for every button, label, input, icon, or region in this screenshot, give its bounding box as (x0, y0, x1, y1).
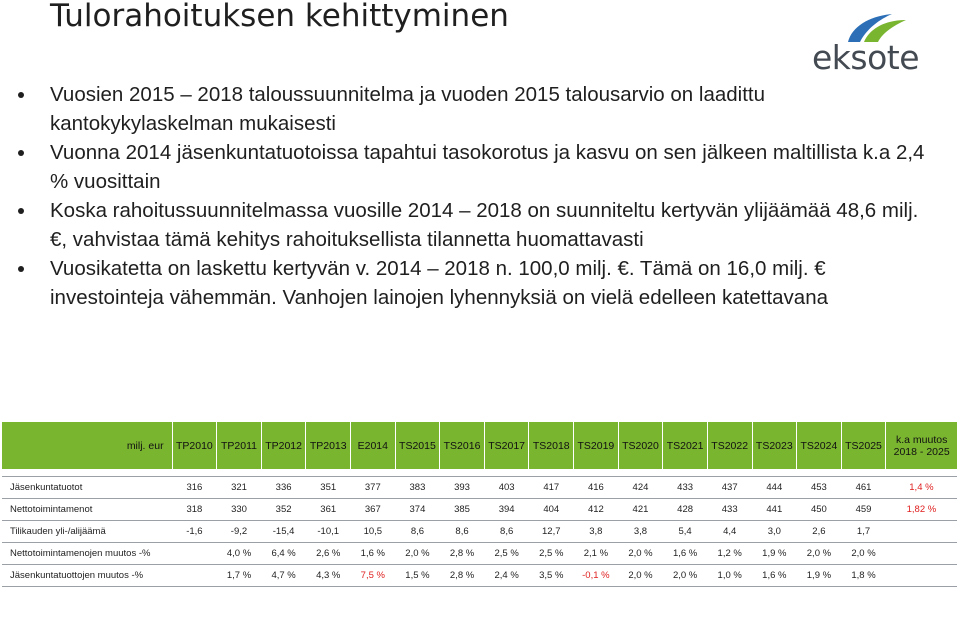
spacer-row (2, 469, 957, 477)
table-cell: 2,8 % (440, 565, 485, 587)
unit-label: milj. eur (2, 422, 172, 469)
table-cell: -0,1 % (574, 565, 619, 587)
row-label: Tilikauden yli-/alijäämä (2, 521, 172, 543)
column-header: TS2024 (797, 422, 842, 469)
column-header: E2014 (351, 422, 396, 469)
table-cell: 444 (752, 477, 797, 499)
table-cell: 367 (351, 499, 396, 521)
row-label: Jäsenkuntatuottojen muutos -% (2, 565, 172, 587)
change-column-header: k.a muutos 2018 - 2025 (886, 422, 957, 469)
table-cell: 437 (707, 477, 752, 499)
table-row (2, 543, 957, 565)
table-cell: 1,2 % (707, 543, 752, 565)
table-cell: 4,0 % (217, 543, 262, 565)
page-title: Tulorahoituksen kehittyminen (50, 0, 509, 34)
table-cell: -10,1 (306, 521, 351, 543)
column-header: TS2016 (440, 422, 485, 469)
table-cell: 2,0 % (618, 543, 663, 565)
table-cell: 6,4 % (261, 543, 306, 565)
table-cell: 416 (574, 477, 619, 499)
table-cell: 4,3 % (306, 565, 351, 587)
table-cell: 393 (440, 477, 485, 499)
table-cell: 1,7 % (217, 565, 262, 587)
table-cell: 1,5 % (395, 565, 440, 587)
change-cell (886, 543, 957, 565)
table-cell: 1,0 % (707, 565, 752, 587)
eksote-logo (812, 8, 952, 78)
bullet-item: Vuosikatetta on laskettu kertyvän v. 2014 – 2018 n. 100,0 milj. €. Tämä on 16,0 milj. € investointeja vähemmän. Vanhojen lainojen lyhennyksiä on vielä edelleen katettavana (18, 254, 938, 312)
table-cell: -1,6 (172, 521, 217, 543)
table-cell: 3,5 % (529, 565, 574, 587)
table-cell: 428 (663, 499, 708, 521)
table-cell: 351 (306, 477, 351, 499)
table-cell (172, 565, 217, 587)
bullet-item: Koska rahoitussuunnitelmassa vuosille 2014 – 2018 on suunniteltu kertyvän ylijäämää 48,6 milj. €, vahvistaa tämä kehitys rahoituksellista tilannetta huomattavasti (18, 196, 938, 254)
change-cell (886, 521, 957, 543)
table-cell: -15,4 (261, 521, 306, 543)
table-cell: 352 (261, 499, 306, 521)
table-cell: 4,4 (707, 521, 752, 543)
table-cell: 2,8 % (440, 543, 485, 565)
column-header: TS2022 (707, 422, 752, 469)
table-cell: 8,6 (484, 521, 529, 543)
column-header: TS2017 (484, 422, 529, 469)
table-cell: 2,0 % (663, 565, 708, 587)
table-cell: 2,0 % (797, 543, 842, 565)
row-label: Jäsenkuntatuotot (2, 477, 172, 499)
table-cell: 1,6 % (663, 543, 708, 565)
table-body (2, 469, 957, 587)
table-cell: 3,8 (618, 521, 663, 543)
table-header-row (2, 422, 957, 469)
table-cell: 453 (797, 477, 842, 499)
table-cell: 403 (484, 477, 529, 499)
table-cell: 374 (395, 499, 440, 521)
table-cell: 421 (618, 499, 663, 521)
table-cell (172, 543, 217, 565)
column-header: TS2019 (574, 422, 619, 469)
table-cell: 441 (752, 499, 797, 521)
column-header: TP2011 (217, 422, 262, 469)
column-header: TP2012 (261, 422, 306, 469)
table-cell: 1,6 % (752, 565, 797, 587)
table-cell: -9,2 (217, 521, 262, 543)
bullet-item: Vuonna 2014 jäsenkuntatuotoissa tapahtui tasokorotus ja kasvu on sen jälkeen maltillista k.a 2,4 % vuosittain (18, 138, 938, 196)
table-cell: 318 (172, 499, 217, 521)
table-cell: 461 (841, 477, 886, 499)
table-cell: 5,4 (663, 521, 708, 543)
change-cell: 1,4 % (886, 477, 957, 499)
column-header: TS2018 (529, 422, 574, 469)
table-cell: 4,7 % (261, 565, 306, 587)
table-cell: 1,9 % (752, 543, 797, 565)
table-cell: 417 (529, 477, 574, 499)
table-cell: 2,0 % (395, 543, 440, 565)
column-header: TS2023 (752, 422, 797, 469)
table-cell: 2,6 % (306, 543, 351, 565)
bullet-dot-icon (18, 150, 24, 156)
finance-table (2, 422, 957, 587)
table-cell: 316 (172, 477, 217, 499)
table-cell: 1,8 % (841, 565, 886, 587)
table-cell: 377 (351, 477, 396, 499)
table-cell: 404 (529, 499, 574, 521)
table-cell: 12,7 (529, 521, 574, 543)
change-cell (886, 565, 957, 587)
table-cell: 3,8 (574, 521, 619, 543)
table-cell: 1,9 % (797, 565, 842, 587)
column-header: TS2015 (395, 422, 440, 469)
column-header: TP2010 (172, 422, 217, 469)
table-row (2, 565, 957, 587)
table-cell: 2,0 % (841, 543, 886, 565)
table-row (2, 499, 957, 521)
bullet-list (18, 80, 938, 312)
table-cell: 412 (574, 499, 619, 521)
table-cell: 7,5 % (351, 565, 396, 587)
row-label: Nettotoimintamenojen muutos -% (2, 543, 172, 565)
table-cell: 321 (217, 477, 262, 499)
table-cell: 433 (663, 477, 708, 499)
table-cell: 361 (306, 499, 351, 521)
table-cell: 8,6 (440, 521, 485, 543)
table-cell: 2,4 % (484, 565, 529, 587)
table-cell: 1,6 % (351, 543, 396, 565)
table-cell: 336 (261, 477, 306, 499)
table-cell: 459 (841, 499, 886, 521)
table-cell: 433 (707, 499, 752, 521)
table-cell: 424 (618, 477, 663, 499)
change-cell: 1,82 % (886, 499, 957, 521)
column-header: TS2020 (618, 422, 663, 469)
table-cell: 385 (440, 499, 485, 521)
bullet-item: Vuosien 2015 – 2018 taloussuunnitelma ja vuoden 2015 talousarvio on laadittu kantokykylaskelman mukaisesti (18, 80, 938, 138)
bullet-dot-icon (18, 266, 24, 272)
table-cell: 3,0 (752, 521, 797, 543)
table-cell: 8,6 (395, 521, 440, 543)
table-cell: 394 (484, 499, 529, 521)
logo-text: eksote (812, 38, 920, 77)
table-cell: 2,1 % (574, 543, 619, 565)
table-row (2, 477, 957, 499)
table-row (2, 521, 957, 543)
column-header: TP2013 (306, 422, 351, 469)
table-cell: 450 (797, 499, 842, 521)
table-cell: 2,5 % (529, 543, 574, 565)
table-cell: 330 (217, 499, 262, 521)
bullet-dot-icon (18, 92, 24, 98)
table-cell: 383 (395, 477, 440, 499)
row-label: Nettotoimintamenot (2, 499, 172, 521)
table-cell: 10,5 (351, 521, 396, 543)
table-cell: 2,5 % (484, 543, 529, 565)
table-cell: 1,7 (841, 521, 886, 543)
table-cell: 2,0 % (618, 565, 663, 587)
bullet-dot-icon (18, 208, 24, 214)
column-header: TS2021 (663, 422, 708, 469)
table-cell: 2,6 (797, 521, 842, 543)
column-header: TS2025 (841, 422, 886, 469)
